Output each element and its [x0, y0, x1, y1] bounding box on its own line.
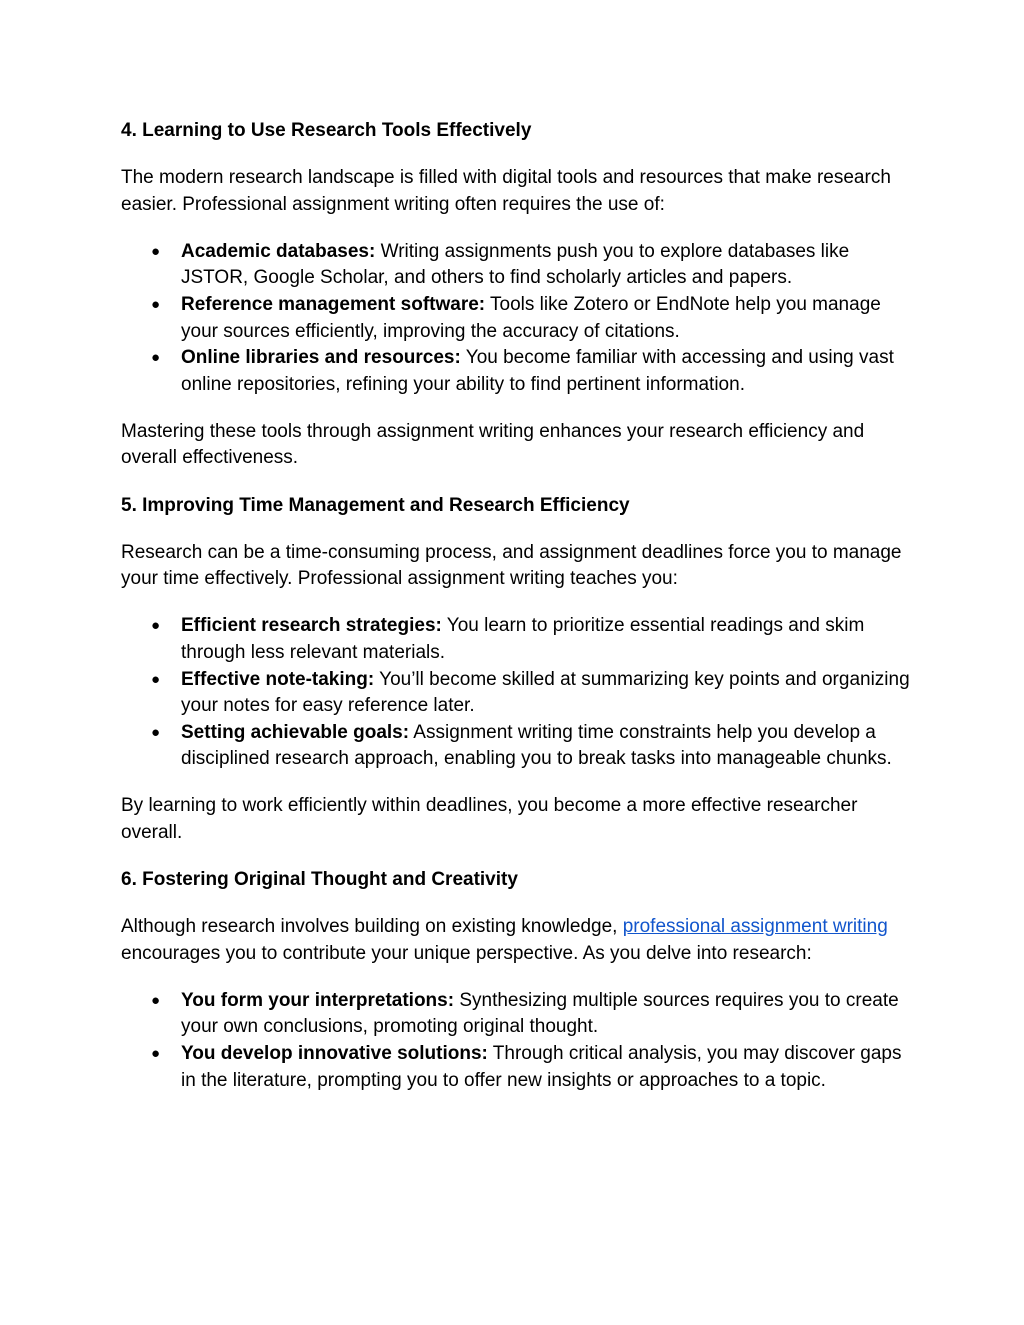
intro-text-after-link: encourages you to contribute your unique perspective. As you delve into research: [121, 942, 812, 964]
bullet-icon: ● [151, 349, 161, 367]
list-item [121, 988, 912, 1041]
bullet-term: Setting achievable goals: [181, 721, 410, 743]
bullet-text: Tools like Zotero or EndNote help you manage your sources efficiently, improving the accuracy of citations. [181, 293, 881, 342]
bullet-icon: ● [151, 991, 161, 1009]
section-heading: 4. Learning to Use Research Tools Effectively [121, 120, 532, 141]
section-intro: Research can be a time-consuming process, and assignment deadlines force you to manage your time effectively. Professional assignment writing teaches you: [121, 541, 902, 590]
bullet-text: You’ll become skilled at summarizing key points and organizing your notes for easy reference later. [181, 668, 910, 717]
list-item [121, 720, 912, 773]
list-item [121, 239, 912, 292]
bullet-list [121, 613, 912, 773]
bullet-text: You learn to prioritize essential readings and skim through less relevant materials. [181, 615, 865, 663]
bullet-term: Efficient research strategies: [181, 615, 442, 637]
section-intro: The modern research landscape is filled with digital tools and resources that make research easier. Professional assignment writing often requires the use of: [121, 167, 891, 215]
section-outro: Mastering these tools through assignment writing enhances your research efficiency and overall effectiveness. [121, 420, 865, 469]
intro-text-before-link: Although research involves building on existing knowledge, [121, 916, 623, 938]
bullet-list [121, 239, 912, 399]
list-item [121, 292, 912, 345]
bullet-term: Effective note-taking: [181, 668, 375, 690]
bullet-icon: ● [151, 723, 161, 741]
bullet-icon: ● [151, 295, 161, 313]
list-item [121, 667, 912, 720]
bullet-icon: ● [151, 670, 161, 688]
list-item [121, 345, 912, 398]
bullet-icon: ● [151, 617, 161, 635]
bullet-term: Academic databases: [181, 240, 376, 262]
section-heading: 5. Improving Time Management and Research Efficiency [121, 494, 630, 516]
bullet-icon: ● [151, 1045, 161, 1063]
list-item [121, 1041, 912, 1094]
section-outro: By learning to work efficiently within deadlines, you become a more effective researcher overall. [121, 795, 858, 843]
bullet-list [121, 988, 912, 1094]
bullet-text: Writing assignments push you to explore databases like JSTOR, Google Scholar, and others to find scholarly articles and papers. [181, 240, 850, 289]
bullet-term: You develop innovative solutions: [181, 1043, 488, 1065]
bullet-text: Synthesizing multiple sources requires you to create your own conclusions, promoting original thought. [181, 989, 899, 1038]
bullet-term: You form your interpretations: [181, 989, 455, 1011]
section-intro [121, 914, 912, 967]
bullet-term: Reference management software: [181, 293, 486, 315]
bullet-icon: ● [151, 242, 161, 260]
bullet-text: Assignment writing time constraints help you develop a disciplined research approach, enabling you to break tasks into manageable chunks. [181, 721, 892, 770]
bullet-text: You become familiar with accessing and using vast online repositories, refining your ability to find pertinent information. [181, 347, 894, 395]
bullet-text: Through critical analysis, you may discover gaps in the literature, prompting you to offer new insights or approaches to a topic. [181, 1043, 902, 1091]
section-heading: 6. Fostering Original Thought and Creativity [121, 869, 518, 891]
list-item [121, 613, 912, 666]
professional-assignment-writing-link[interactable]: professional assignment writing [622, 916, 888, 938]
bullet-term: Online libraries and resources: [181, 347, 461, 369]
